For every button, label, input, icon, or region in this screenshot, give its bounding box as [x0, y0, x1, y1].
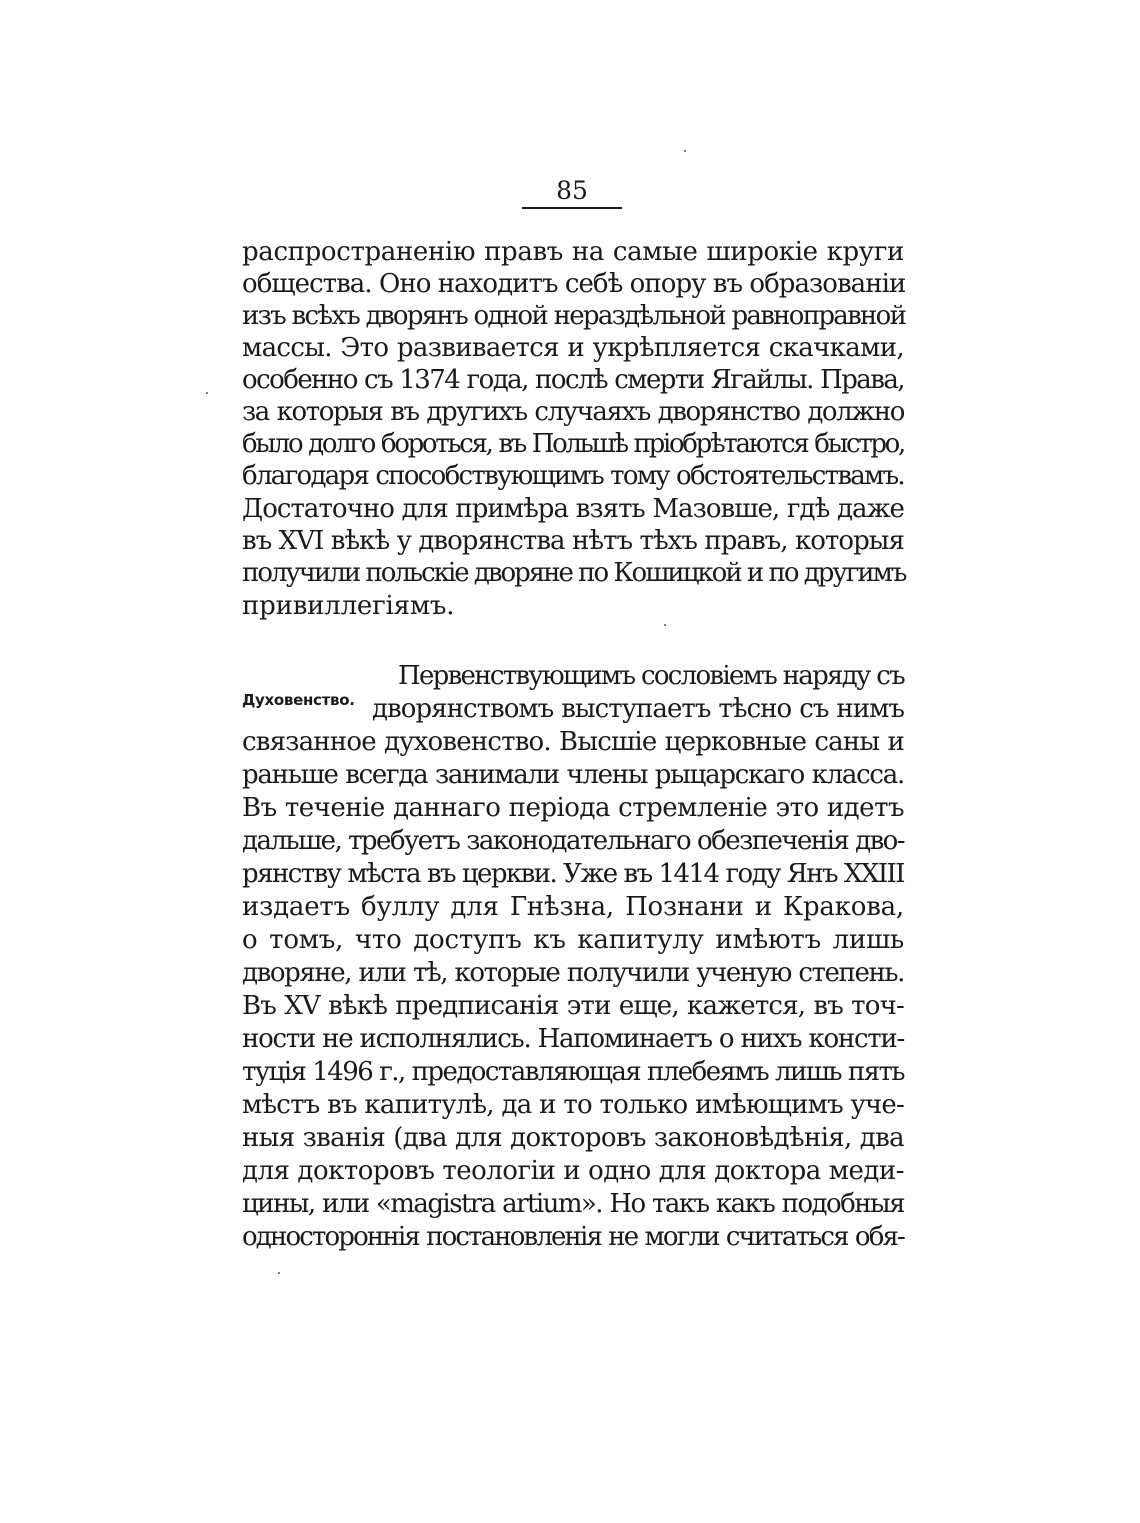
text-line: издаетъ буллу для Гнѣзна, Познани и Кракова,	[242, 892, 904, 922]
marginal-note: Духовенство.	[242, 691, 355, 709]
text-line: Первенствующимъ сословіемъ наряду съ	[398, 661, 904, 691]
text-line: дворяне, или тѣ, которые получили ученую степень.	[242, 958, 904, 988]
text-line: общества. Оно находитъ себѣ опору въ образованіи	[242, 269, 906, 299]
text-line: Достаточно для примѣра взять Мазовше, гдѣ даже	[242, 494, 904, 524]
scan-speck	[206, 392, 208, 394]
text-line: туція 1496 г., предоставляющая плебеямъ лишь пять	[242, 1057, 904, 1087]
text-line: рянству мѣста въ церкви. Уже въ 1414 году Янъ XXIII	[242, 859, 904, 889]
scan-speck	[664, 624, 666, 626]
text-line: благодаря способствующимъ тому обстоятельствамъ.	[242, 461, 904, 491]
text-line: дальше, требуетъ законодательнаго обезпеченія дво-	[242, 826, 904, 856]
text-line: дворянствомъ выступаетъ тѣсно съ нимъ	[372, 694, 904, 724]
text-line: распространенію правъ на самые широкіе круги	[242, 237, 904, 267]
text-line: связанное духовенство. Высшіе церковные саны и	[242, 727, 904, 757]
text-line: мѣстъ въ капитулѣ, да и то только имѣющимъ уче-	[242, 1090, 904, 1120]
text-line: въ XVI вѣкѣ у дворянства нѣтъ тѣхъ правъ, которыя	[242, 526, 904, 556]
text-line: цины, или «magistra artium». Но такъ какъ подобныя	[242, 1189, 904, 1219]
text-line: раньше всегда занимали члены рыцарскаго класса.	[242, 760, 904, 790]
text-line: Въ теченіе даннаго періода стремленіе это идетъ	[242, 793, 904, 823]
text-line: особенно съ 1374 года, послѣ смерти Ягайлы. Права,	[242, 365, 904, 395]
text-line: было долго бороться, въ Польшѣ пріобрѣтаются быстро,	[242, 429, 904, 459]
scan-speck	[278, 1272, 280, 1274]
text-line: ныя званія (два для докторовъ законовѣдѣнія, два	[242, 1123, 904, 1153]
text-line: для докторовъ теологіи и одно для доктора меди-	[242, 1156, 904, 1186]
text-line: ности не исполнялись. Напоминаетъ о нихъ консти-	[242, 1024, 904, 1054]
text-line: получили польскіе дворяне по Кошицкой и по другимъ	[242, 558, 906, 588]
text-line: массы. Это развивается и укрѣпляется скачками,	[242, 333, 904, 363]
text-line: о томъ, что доступъ къ капитулу имѣютъ лишь	[242, 925, 904, 955]
text-line: одностороннія постановленія не могли считаться обя-	[242, 1222, 904, 1252]
text-line: за которыя въ другихъ случаяхъ дворянство должно	[242, 397, 904, 427]
text-line: изъ всѣхъ дворянъ одной нераздѣльной равноправной	[242, 301, 906, 331]
text-line: привиллегіямъ.	[242, 591, 455, 621]
page-number-rule	[522, 207, 622, 209]
scan-speck	[684, 150, 686, 152]
text-line: Въ XV вѣкѣ предписанія эти еще, кажется, въ точ-	[242, 991, 904, 1021]
page-number: 85	[556, 176, 588, 205]
